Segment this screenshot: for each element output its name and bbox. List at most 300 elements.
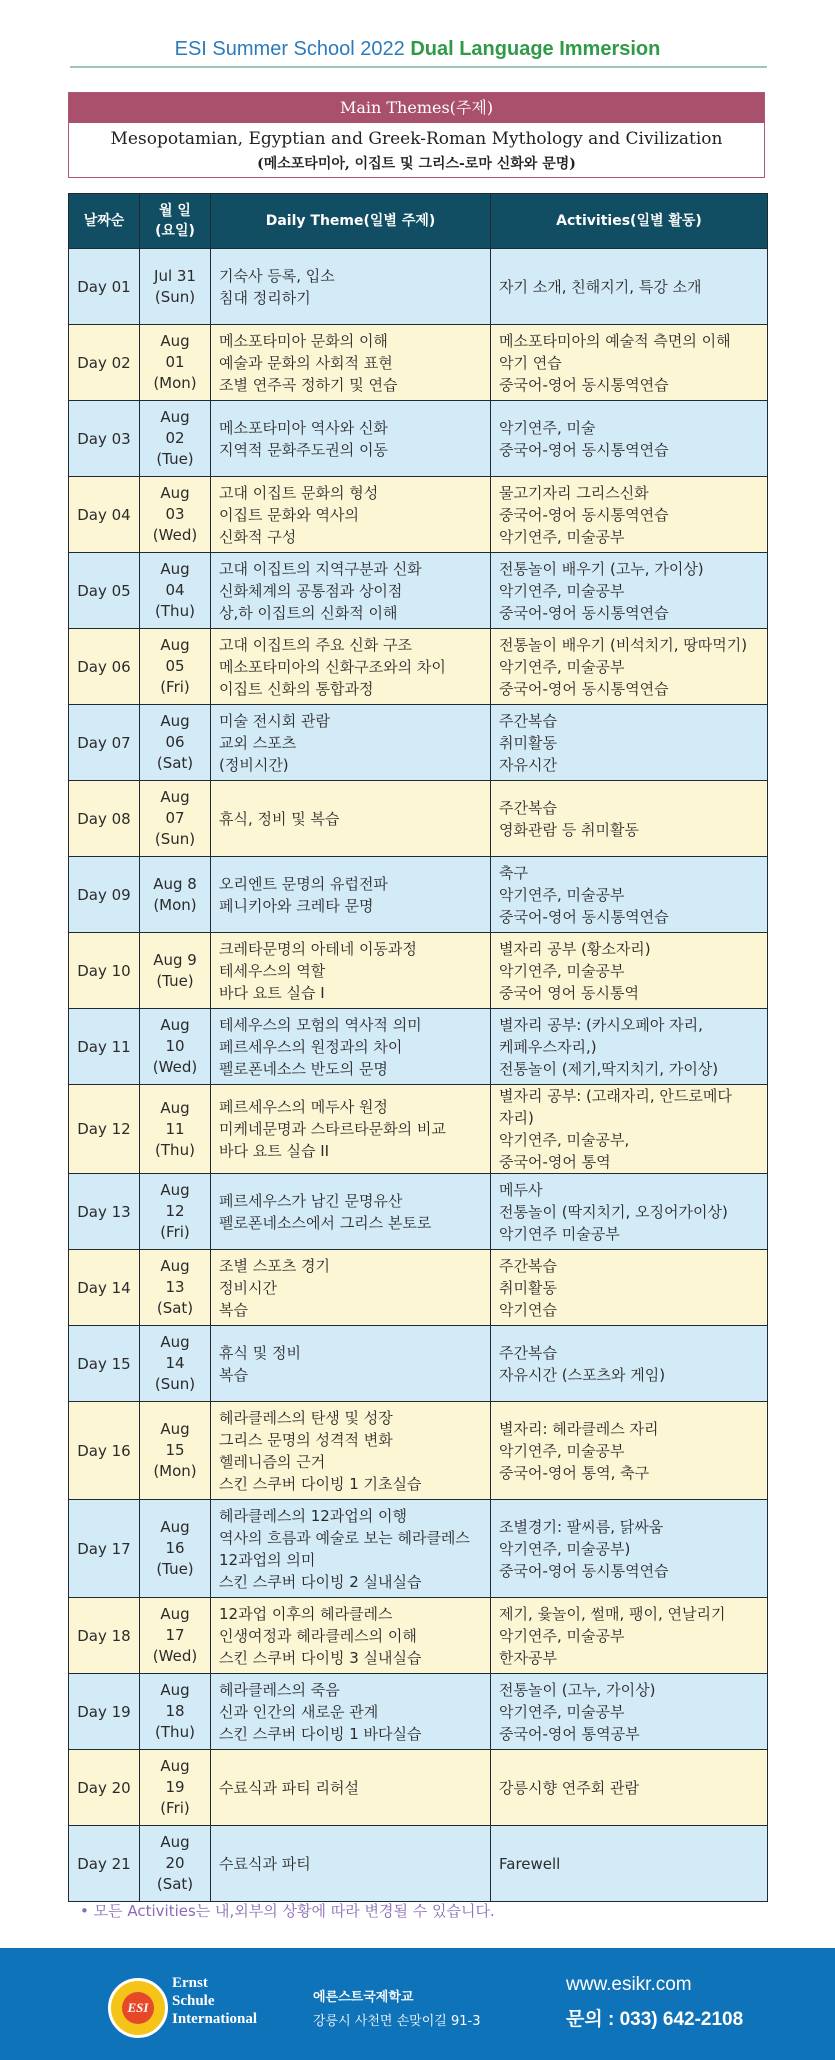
cell-theme-line: 오리엔트 문명의 유럽전파	[219, 874, 388, 893]
cell-date-line: 02	[165, 429, 185, 447]
cell-activities-line: 중국어-영어 동시통역연습	[499, 375, 669, 394]
cell-activities-line: 메소포타미아의 예술적 측면의 이해	[499, 331, 731, 350]
cell-theme-line: 스킨 스쿠버 다이빙 1 기초실습	[219, 1474, 422, 1493]
cell-activities-line: 주간복습	[499, 1256, 557, 1275]
cell-date-line: Aug	[160, 1181, 190, 1199]
cell-theme	[211, 933, 491, 1009]
cell-activities-line: 케페우스자리,)	[499, 1037, 597, 1056]
cell-activities-line: 중국어 영어 동시통역	[499, 983, 639, 1002]
cell-activities-line: 주간복습	[499, 1343, 557, 1362]
cell-activities	[491, 1826, 768, 1902]
cell-activities	[491, 1085, 768, 1174]
cell-date-line: (Fri)	[160, 1799, 190, 1817]
cell-activities	[491, 781, 768, 857]
cell-date	[140, 933, 211, 1009]
cell-theme	[211, 325, 491, 401]
esi-logo	[108, 1978, 168, 2038]
cell-date	[140, 781, 211, 857]
cell-date-line: Aug 8	[153, 874, 197, 893]
cell-date-line: Aug	[160, 1016, 190, 1034]
cell-theme-line: 고대 이집트의 지역구분과 신화	[219, 559, 422, 578]
cell-date	[140, 857, 211, 933]
cell-activities-line: 별자리 공부 (황소자리)	[499, 939, 651, 958]
cell-activities-line: 악기연주, 미술공부	[499, 581, 625, 600]
cell-theme-line: 스킨 스쿠버 다이빙 3 실내실습	[219, 1648, 422, 1667]
cell-theme	[211, 1402, 491, 1500]
cell-day: Day 12	[69, 1085, 140, 1174]
cell-date-line: Aug	[160, 1098, 190, 1117]
cell-theme-line: 페르세우스의 원정과의 차이	[219, 1037, 403, 1056]
cell-date-line: 20	[165, 1854, 185, 1872]
cell-activities-line: 영화관람 등 취미활동	[499, 820, 639, 839]
cell-date-line: (Fri)	[160, 1223, 190, 1241]
cell-date	[140, 249, 211, 325]
schedule-body	[69, 249, 768, 1902]
cell-theme-line: 페르세우스가 남긴 문명유산	[219, 1191, 403, 1210]
cell-theme-line: 휴식 및 정비	[219, 1343, 301, 1362]
cell-activities-line: 별자리: 헤라클레스 자리	[499, 1419, 659, 1438]
cell-date	[140, 401, 211, 477]
cell-date-line: 03	[165, 505, 185, 523]
cell-theme-line: 테세우스의 모험의 역사적 의미	[219, 1015, 422, 1034]
cell-activities-line: 악기연주 미술공부	[499, 1224, 620, 1243]
table-row	[69, 249, 768, 325]
cell-theme-line: 크레타문명의 아테네 이동과정	[219, 939, 417, 958]
cell-activities-line: 악기연주, 미술공부	[499, 961, 625, 980]
cell-activities-line: 중국어-영어 통역공부	[499, 1724, 640, 1743]
cell-date	[140, 1750, 211, 1826]
cell-activities-line: 주간복습	[499, 711, 557, 730]
cell-date-line: (Mon)	[153, 374, 197, 392]
table-row	[69, 857, 768, 933]
cell-activities-line: 전통놀이 (고누, 가이상)	[499, 1680, 656, 1699]
schedule-note: • 모든 Activities는 내,외부의 상황에 따라 변경될 수 있습니다.	[80, 1902, 495, 1920]
cell-day: Day 04	[69, 477, 140, 553]
cell-theme	[211, 705, 491, 781]
cell-day: Day 05	[69, 553, 140, 629]
cell-date-line: (Sat)	[156, 1299, 194, 1317]
main-themes-title-ko: (메소포타미아, 이집트 및 그리스-로마 신화와 문명)	[257, 156, 576, 172]
table-row	[69, 705, 768, 781]
cell-activities-line: 악기연주, 미술	[499, 418, 596, 437]
cell-activities-line: 악기연주, 미술공부	[499, 657, 625, 676]
table-row	[69, 477, 768, 553]
col-header-date-line2: (요일)	[155, 223, 195, 239]
cell-date-line: (Wed)	[152, 1647, 198, 1665]
table-row	[69, 1598, 768, 1674]
cell-day: Day 08	[69, 781, 140, 857]
cell-theme-line: 스킨 스쿠버 다이빙 2 실내실습	[219, 1572, 422, 1591]
table-row	[69, 1009, 768, 1085]
cell-activities	[491, 857, 768, 933]
cell-theme-line: 헤라클레스의 죽음	[219, 1680, 340, 1699]
website-link[interactable]: www.esikr.com	[566, 1974, 692, 1995]
cell-date-line: 14	[165, 1354, 185, 1372]
cell-day: Day 14	[69, 1250, 140, 1326]
cell-theme-line: 페르세우스의 메두사 원정	[219, 1098, 388, 1116]
table-row	[69, 933, 768, 1009]
cell-theme-line: 메소포타미아 문화의 이해	[219, 331, 388, 350]
cell-theme-line: 펠로폰네소스 반도의 문명	[219, 1059, 388, 1078]
cell-date	[140, 705, 211, 781]
cell-theme-line: 헤라클레스의 12과업의 이행	[219, 1506, 408, 1525]
cell-theme	[211, 401, 491, 477]
cell-date	[140, 1174, 211, 1250]
cell-activities	[491, 401, 768, 477]
cell-activities-line: 악기연주, 미술공부	[499, 1441, 625, 1460]
cell-date-line: 06	[165, 733, 185, 751]
cell-day: Day 21	[69, 1826, 140, 1902]
cell-activities-line: 악기연주, 미술공부	[499, 1626, 625, 1645]
cell-day: Day 17	[69, 1500, 140, 1598]
cell-theme	[211, 477, 491, 553]
cell-theme-line: (정비시간)	[219, 755, 289, 774]
cell-theme-line: 복습	[219, 1365, 248, 1384]
cell-theme	[211, 1009, 491, 1085]
cell-date-line: (Sat)	[156, 754, 194, 772]
school-address: 강릉시 사천면 손맞이길 91-3	[313, 2014, 481, 2029]
cell-theme-line: 교외 스포츠	[219, 733, 297, 752]
main-themes-title-en: Mesopotamian, Egyptian and Greek-Roman Mythology and Civilization	[110, 129, 723, 149]
cell-theme-line: 복습	[219, 1300, 248, 1319]
cell-activities-line: 중국어-영어 동시통역연습	[499, 505, 669, 524]
cell-activities-line: 자유시간 (스포츠와 게임)	[499, 1365, 666, 1384]
cell-theme-line: 스킨 스쿠버 다이빙 1 바다실습	[219, 1724, 422, 1743]
cell-activities-line: 주간복습	[499, 798, 557, 817]
cell-date-line: 17	[165, 1626, 185, 1644]
cell-date	[140, 1674, 211, 1750]
cell-date-line: Aug	[160, 1518, 190, 1536]
cell-day: Day 03	[69, 401, 140, 477]
cell-day: Day 16	[69, 1402, 140, 1500]
table-row	[69, 1085, 768, 1174]
cell-theme-line: 이집트 신화의 통합과정	[219, 679, 374, 698]
cell-theme	[211, 629, 491, 705]
table-row	[69, 1750, 768, 1826]
cell-date	[140, 1009, 211, 1085]
cell-date-line: Aug	[160, 332, 190, 350]
phone-number: 문의 : 033) 642-2108	[566, 2009, 744, 2030]
cell-theme-line: 메소포타미아의 신화구조와의 차이	[219, 657, 446, 676]
cell-theme-line: 신화체계의 공통점과 상이점	[219, 581, 403, 600]
cell-theme-line: 상,하 이집트의 신화적 이해	[219, 603, 398, 622]
cell-date	[140, 553, 211, 629]
cell-theme-line: 고대 이집트 문화의 형성	[219, 483, 379, 502]
cell-date-line: (Sat)	[156, 1875, 194, 1893]
header-divider	[70, 66, 767, 68]
cell-day: Day 10	[69, 933, 140, 1009]
cell-theme	[211, 781, 491, 857]
cell-theme	[211, 1250, 491, 1326]
cell-date-line: 12	[165, 1202, 185, 1220]
page-header	[0, 38, 835, 61]
cell-activities-line: 물고기자리 그리스신화	[499, 483, 649, 502]
cell-theme-line: 헬레니즘의 근거	[219, 1452, 326, 1471]
cell-theme-line: 바다 요트 실습 I	[219, 983, 325, 1002]
cell-theme-line: 수료식과 파티 리허설	[219, 1778, 359, 1797]
cell-activities-line: 취미활동	[499, 1278, 557, 1297]
cell-date-line: Aug 9	[153, 950, 197, 969]
brand-line-1: Ernst	[172, 1975, 208, 1991]
cell-theme-line: 조별 연주곡 정하기 및 연습	[219, 375, 398, 394]
cell-date-line: 01	[165, 353, 185, 371]
cell-date	[140, 629, 211, 705]
table-header-row	[69, 194, 768, 249]
header-title: ESI Summer School 2022	[174, 38, 405, 60]
cell-theme	[211, 553, 491, 629]
cell-activities-line: 중국어-영어 통역	[499, 1153, 611, 1171]
cell-activities	[491, 1598, 768, 1674]
cell-date-line: (Sun)	[154, 287, 196, 306]
cell-theme-line: 인생여정과 헤라클레스의 이해	[219, 1626, 417, 1645]
table-row	[69, 1500, 768, 1598]
cell-theme-line: 메소포타미아 역사와 신화	[219, 418, 388, 437]
cell-date-line: Aug	[160, 408, 190, 426]
cell-date	[140, 325, 211, 401]
main-themes-box	[68, 92, 765, 178]
col-header-day: 날짜순	[69, 194, 140, 249]
table-row	[69, 401, 768, 477]
cell-date-line: Aug	[160, 1833, 190, 1851]
cell-date	[140, 1402, 211, 1500]
cell-date-line: (Wed)	[152, 1058, 198, 1076]
cell-activities-line: 조별경기: 팔씨름, 닭싸움	[499, 1517, 664, 1536]
cell-activities	[491, 249, 768, 325]
cell-theme-line: 그리스 문명의 성격적 변화	[219, 1430, 393, 1449]
cell-date-line: 10	[165, 1037, 185, 1055]
cell-day: Day 06	[69, 629, 140, 705]
cell-date-line: Aug	[160, 1333, 190, 1351]
cell-activities-line: 중국어-영어 동시통역연습	[499, 1561, 669, 1580]
cell-date-line: 11	[165, 1119, 185, 1138]
cell-date-line: (Tue)	[156, 450, 194, 468]
cell-date-line: Aug	[160, 1257, 190, 1275]
cell-theme-line: 바다 요트 실습 II	[219, 1142, 330, 1160]
cell-date-line: Aug	[160, 1757, 190, 1775]
cell-date-line: 04	[165, 581, 185, 599]
cell-date-line: (Fri)	[160, 678, 190, 696]
cell-activities	[491, 1009, 768, 1085]
cell-activities-line: 메두사	[499, 1180, 543, 1199]
cell-day: Day 07	[69, 705, 140, 781]
cell-theme-line: 지역적 문화주도권의 이동	[219, 440, 388, 459]
cell-date	[140, 1598, 211, 1674]
cell-theme-line: 침대 정리하기	[219, 288, 311, 307]
cell-activities-line: 악기연주, 미술공부	[499, 527, 625, 546]
table-row	[69, 553, 768, 629]
cell-date-line: 19	[165, 1778, 185, 1796]
cell-date	[140, 1085, 211, 1174]
cell-date-line: 15	[165, 1441, 185, 1459]
cell-date-line: Aug	[160, 1605, 190, 1623]
cell-date-line: Aug	[160, 1681, 190, 1699]
cell-activities	[491, 1174, 768, 1250]
cell-day: Day 13	[69, 1174, 140, 1250]
table-row	[69, 1174, 768, 1250]
cell-date-line: 16	[165, 1539, 185, 1557]
cell-activities-line: 별자리 공부: (고래자리, 안드로메다	[499, 1087, 732, 1105]
cell-theme-line: 미케네문명과 스타르타문화의 비교	[219, 1120, 446, 1138]
schedule-table	[68, 193, 768, 1902]
cell-day: Day 01	[69, 249, 140, 325]
cell-theme	[211, 857, 491, 933]
cell-activities-line: 악기연주, 미술공부	[499, 885, 625, 904]
cell-date	[140, 477, 211, 553]
cell-date-line: (Sun)	[154, 830, 196, 848]
cell-activities-line: 전통놀이 배우기 (비석치기, 땅따먹기)	[499, 635, 748, 654]
cell-activities-line: 중국어-영어 동시통역연습	[499, 679, 669, 698]
main-themes-label: Main Themes(주제)	[69, 93, 764, 123]
cell-activities	[491, 1500, 768, 1598]
col-header-activities: Activities(일별 활동)	[491, 194, 768, 249]
cell-date-line: Jul 31	[154, 266, 196, 285]
cell-theme-line: 페니키아와 크레타 문명	[219, 896, 374, 915]
cell-activities-line: 한자공부	[499, 1648, 557, 1667]
cell-activities	[491, 1750, 768, 1826]
cell-activities-line: 중국어-영어 동시통역연습	[499, 907, 669, 926]
col-header-date-line1: 월 일	[159, 203, 191, 219]
cell-theme-line: 12과업의 의미	[219, 1550, 316, 1569]
cell-theme-line: 고대 이집트의 주요 신화 구조	[219, 635, 412, 654]
cell-activities-line: 축구	[499, 863, 528, 882]
cell-date	[140, 1826, 211, 1902]
cell-activities-line: 강릉시향 연주회 관람	[499, 1778, 639, 1797]
cell-activities-line: 전통놀이 (제기,딱지치기, 가이상)	[499, 1059, 719, 1078]
brand-name	[172, 1974, 257, 2028]
cell-theme	[211, 1326, 491, 1402]
cell-theme-line: 신화적 구성	[219, 527, 297, 546]
table-row	[69, 325, 768, 401]
cell-date-line: Aug	[160, 484, 190, 502]
cell-theme	[211, 249, 491, 325]
cell-theme	[211, 1174, 491, 1250]
table-row	[69, 1402, 768, 1500]
cell-activities	[491, 1674, 768, 1750]
cell-theme	[211, 1674, 491, 1750]
cell-activities-line: 중국어-영어 동시통역연습	[499, 440, 669, 459]
cell-theme-line: 미술 전시회 관람	[219, 711, 330, 730]
cell-theme-line: 신과 인간의 새로운 관계	[219, 1702, 379, 1721]
cell-activities	[491, 933, 768, 1009]
cell-activities	[491, 325, 768, 401]
cell-activities-line: 중국어-영어 통역, 축구	[499, 1463, 650, 1482]
cell-day: Day 19	[69, 1674, 140, 1750]
school-name: 에른스트국제학교	[313, 1990, 414, 2005]
cell-activities-line: 악기 연습	[499, 353, 562, 372]
cell-date-line: 07	[165, 809, 185, 827]
cell-activities	[491, 1326, 768, 1402]
table-row	[69, 781, 768, 857]
cell-date	[140, 1500, 211, 1598]
table-row	[69, 1326, 768, 1402]
cell-activities-line: 악기연습	[499, 1300, 557, 1319]
cell-activities-line: 제기, 윷놀이, 썰매, 팽이, 연날리기	[499, 1604, 726, 1623]
cell-date-line: 18	[165, 1702, 185, 1720]
cell-date-line: (Thu)	[155, 602, 195, 620]
cell-date-line: Aug	[160, 560, 190, 578]
cell-day: Day 15	[69, 1326, 140, 1402]
cell-theme-line: 수료식과 파티	[219, 1854, 311, 1873]
cell-date-line: (Tue)	[156, 1560, 194, 1578]
cell-date-line: Aug	[160, 1420, 190, 1438]
col-header-date	[140, 194, 211, 249]
cell-activities	[491, 705, 768, 781]
cell-theme-line: 이집트 문화와 역사의	[219, 505, 359, 524]
cell-day: Day 18	[69, 1598, 140, 1674]
cell-day: Day 11	[69, 1009, 140, 1085]
cell-theme	[211, 1085, 491, 1174]
cell-activities-line: 악기연주, 미술공부,	[499, 1131, 630, 1149]
cell-date-line: 13	[165, 1278, 185, 1296]
cell-theme-line: 헤라클레스의 탄생 및 성장	[219, 1408, 393, 1427]
cell-activities-line: 전통놀이 배우기 (고누, 가이상)	[499, 559, 704, 578]
cell-activities-line: 전통놀이 (딱지치기, 오징어가이상)	[499, 1202, 728, 1221]
cell-activities-line: 자기 소개, 친해지기, 특강 소개	[499, 277, 702, 296]
cell-theme-line: 12과업 이후의 헤라클레스	[219, 1604, 393, 1623]
cell-activities	[491, 1250, 768, 1326]
cell-day: Day 20	[69, 1750, 140, 1826]
cell-activities-line: 자유시간	[499, 755, 557, 774]
table-row	[69, 1826, 768, 1902]
cell-activities	[491, 477, 768, 553]
cell-theme-line: 예술과 문화의 사회적 표현	[219, 353, 393, 372]
cell-theme	[211, 1598, 491, 1674]
cell-theme-line: 역사의 흐름과 예술로 보는 헤라클레스	[219, 1528, 470, 1547]
cell-theme	[211, 1826, 491, 1902]
table-row	[69, 1250, 768, 1326]
cell-date-line: Aug	[160, 788, 190, 806]
cell-activities	[491, 629, 768, 705]
cell-activities	[491, 553, 768, 629]
cell-activities-line: 취미활동	[499, 733, 557, 752]
cell-theme	[211, 1500, 491, 1598]
cell-activities	[491, 1402, 768, 1500]
cell-date-line: (Mon)	[153, 895, 197, 914]
cell-theme-line: 조별 스포츠 경기	[219, 1256, 330, 1275]
cell-activities-line: 악기연주, 미술공부	[499, 1702, 625, 1721]
cell-activities-line: 자리)	[499, 1109, 534, 1127]
cell-date-line: Aug	[160, 636, 190, 654]
cell-theme-line: 정비시간	[219, 1278, 277, 1297]
cell-date	[140, 1250, 211, 1326]
brand-line-2: Schule	[172, 1993, 215, 2009]
cell-date-line: Aug	[160, 712, 190, 730]
cell-day: Day 02	[69, 325, 140, 401]
cell-date-line: (Thu)	[155, 1723, 195, 1741]
table-row	[69, 629, 768, 705]
cell-theme-line: 테세우스의 역할	[219, 961, 326, 980]
cell-date-line: (Mon)	[153, 1462, 197, 1480]
table-row	[69, 1674, 768, 1750]
cell-date-line: (Tue)	[156, 971, 194, 990]
brand-line-3: International	[172, 2011, 258, 2027]
cell-date-line: (Sun)	[154, 1375, 196, 1393]
col-header-theme: Daily Theme(일별 주제)	[211, 194, 491, 249]
logo-text: ESI	[127, 2000, 149, 2015]
cell-date-line: (Thu)	[155, 1140, 195, 1159]
cell-day: Day 09	[69, 857, 140, 933]
footer	[0, 1948, 835, 2060]
cell-date-line: (Wed)	[152, 526, 198, 544]
cell-activities-line: 중국어-영어 동시통역연습	[499, 603, 669, 622]
header-subtitle: Dual Language Immersion	[410, 38, 661, 60]
cell-activities-line: Farewell	[499, 1854, 561, 1873]
cell-activities-line: 악기연주, 미술공부)	[499, 1539, 631, 1558]
cell-date-line: 05	[165, 657, 185, 675]
cell-theme-line: 펠로폰네소스에서 그리스 본토로	[219, 1213, 432, 1232]
cell-activities-line: 별자리 공부: (카시오페아 자리,	[499, 1015, 703, 1034]
cell-theme	[211, 1750, 491, 1826]
